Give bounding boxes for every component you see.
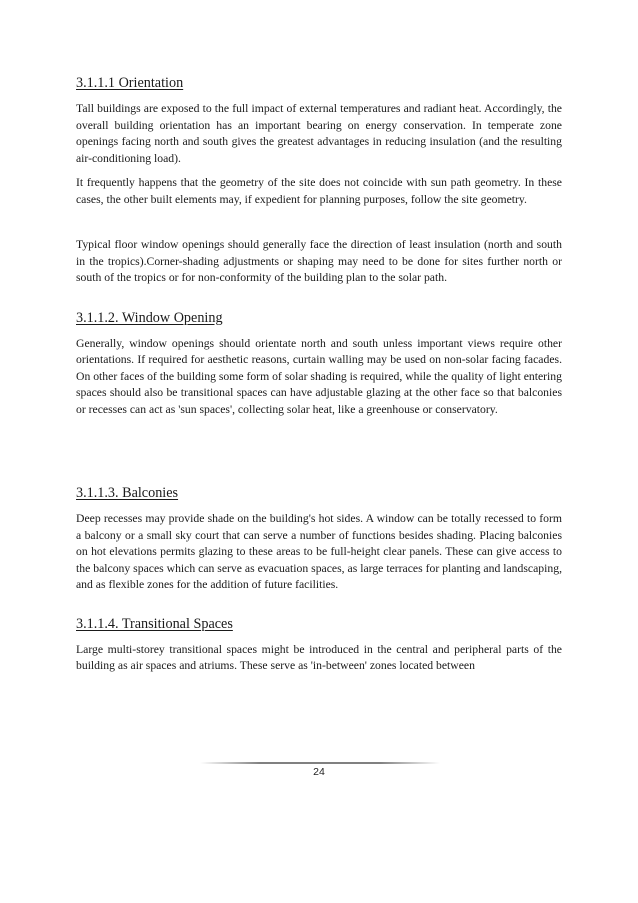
footer-divider [200, 762, 440, 764]
paragraph-transitional-spaces: Large multi-storey transitional spaces might be introduced in the central and peripheral parts of the building as air spaces and atriums. These serve as 'in-between' zones located between [76, 642, 562, 672]
page-number: 24 [313, 766, 325, 778]
section-heading-transitional-spaces: 3.1.1.4. Transitional Spaces [76, 615, 233, 632]
paragraph-orientation-2: It frequently happens that the geometry of the site does not coincide with sun path geometry. In these cases, the other built elements may, if expedient for planning purposes, follow the site geometry. [76, 176, 562, 206]
paragraph-balconies: Deep recesses may provide shade on the building's hot sides. A window can be totally recessed to form a balcony or a small sky court that can serve a number of functions besides shading. Placing balconies on hot elevations permits glazing to these areas to be full-height clear panels. These can give access to the balcony spaces which can serve as evacuation spaces, as large terraces for planting and landscaping, and as flexible zones for the addition of future facilities. [76, 512, 562, 591]
document-page [76, 74, 562, 675]
paragraph-window-opening: Generally, window openings should orientate north and south unless important views require other orientations. If required for aesthetic reasons, curtain walling may be used on non-solar facing facades. On other faces of the building some form of solar shading is required, while the quality of light entering spaces should also be transitional spaces can have adjustable glazing at the other face so that balconies or recesses can act as 'sun spaces', collecting solar heat, like a greenhouse or conservatory. [76, 336, 562, 416]
section-heading-orientation: 3.1.1.1 Orientation [76, 75, 184, 91]
paragraph-orientation-1: Tall buildings are exposed to the full impact of external temperatures and radiant heat. Accordingly, the overall building orientation has an important bearing on energy conservation. In temperate zone openings facing north and south gives the greatest advantages in reducing insulation (and the resulting air-conditioning load). [76, 102, 562, 165]
section-heading-window-opening: 3.1.1.2. Window Opening [76, 309, 223, 326]
paragraph-orientation-3: Typical floor window openings should generally face the direction of least insulation (north and south in the tropics).Corner-shading adjustments or shaping may need to be done for sites further north or south of the tropics or for non-conformity of the building plan to the solar path. [76, 238, 562, 284]
section-heading-balconies: 3.1.1.3. Balconies [76, 485, 179, 501]
